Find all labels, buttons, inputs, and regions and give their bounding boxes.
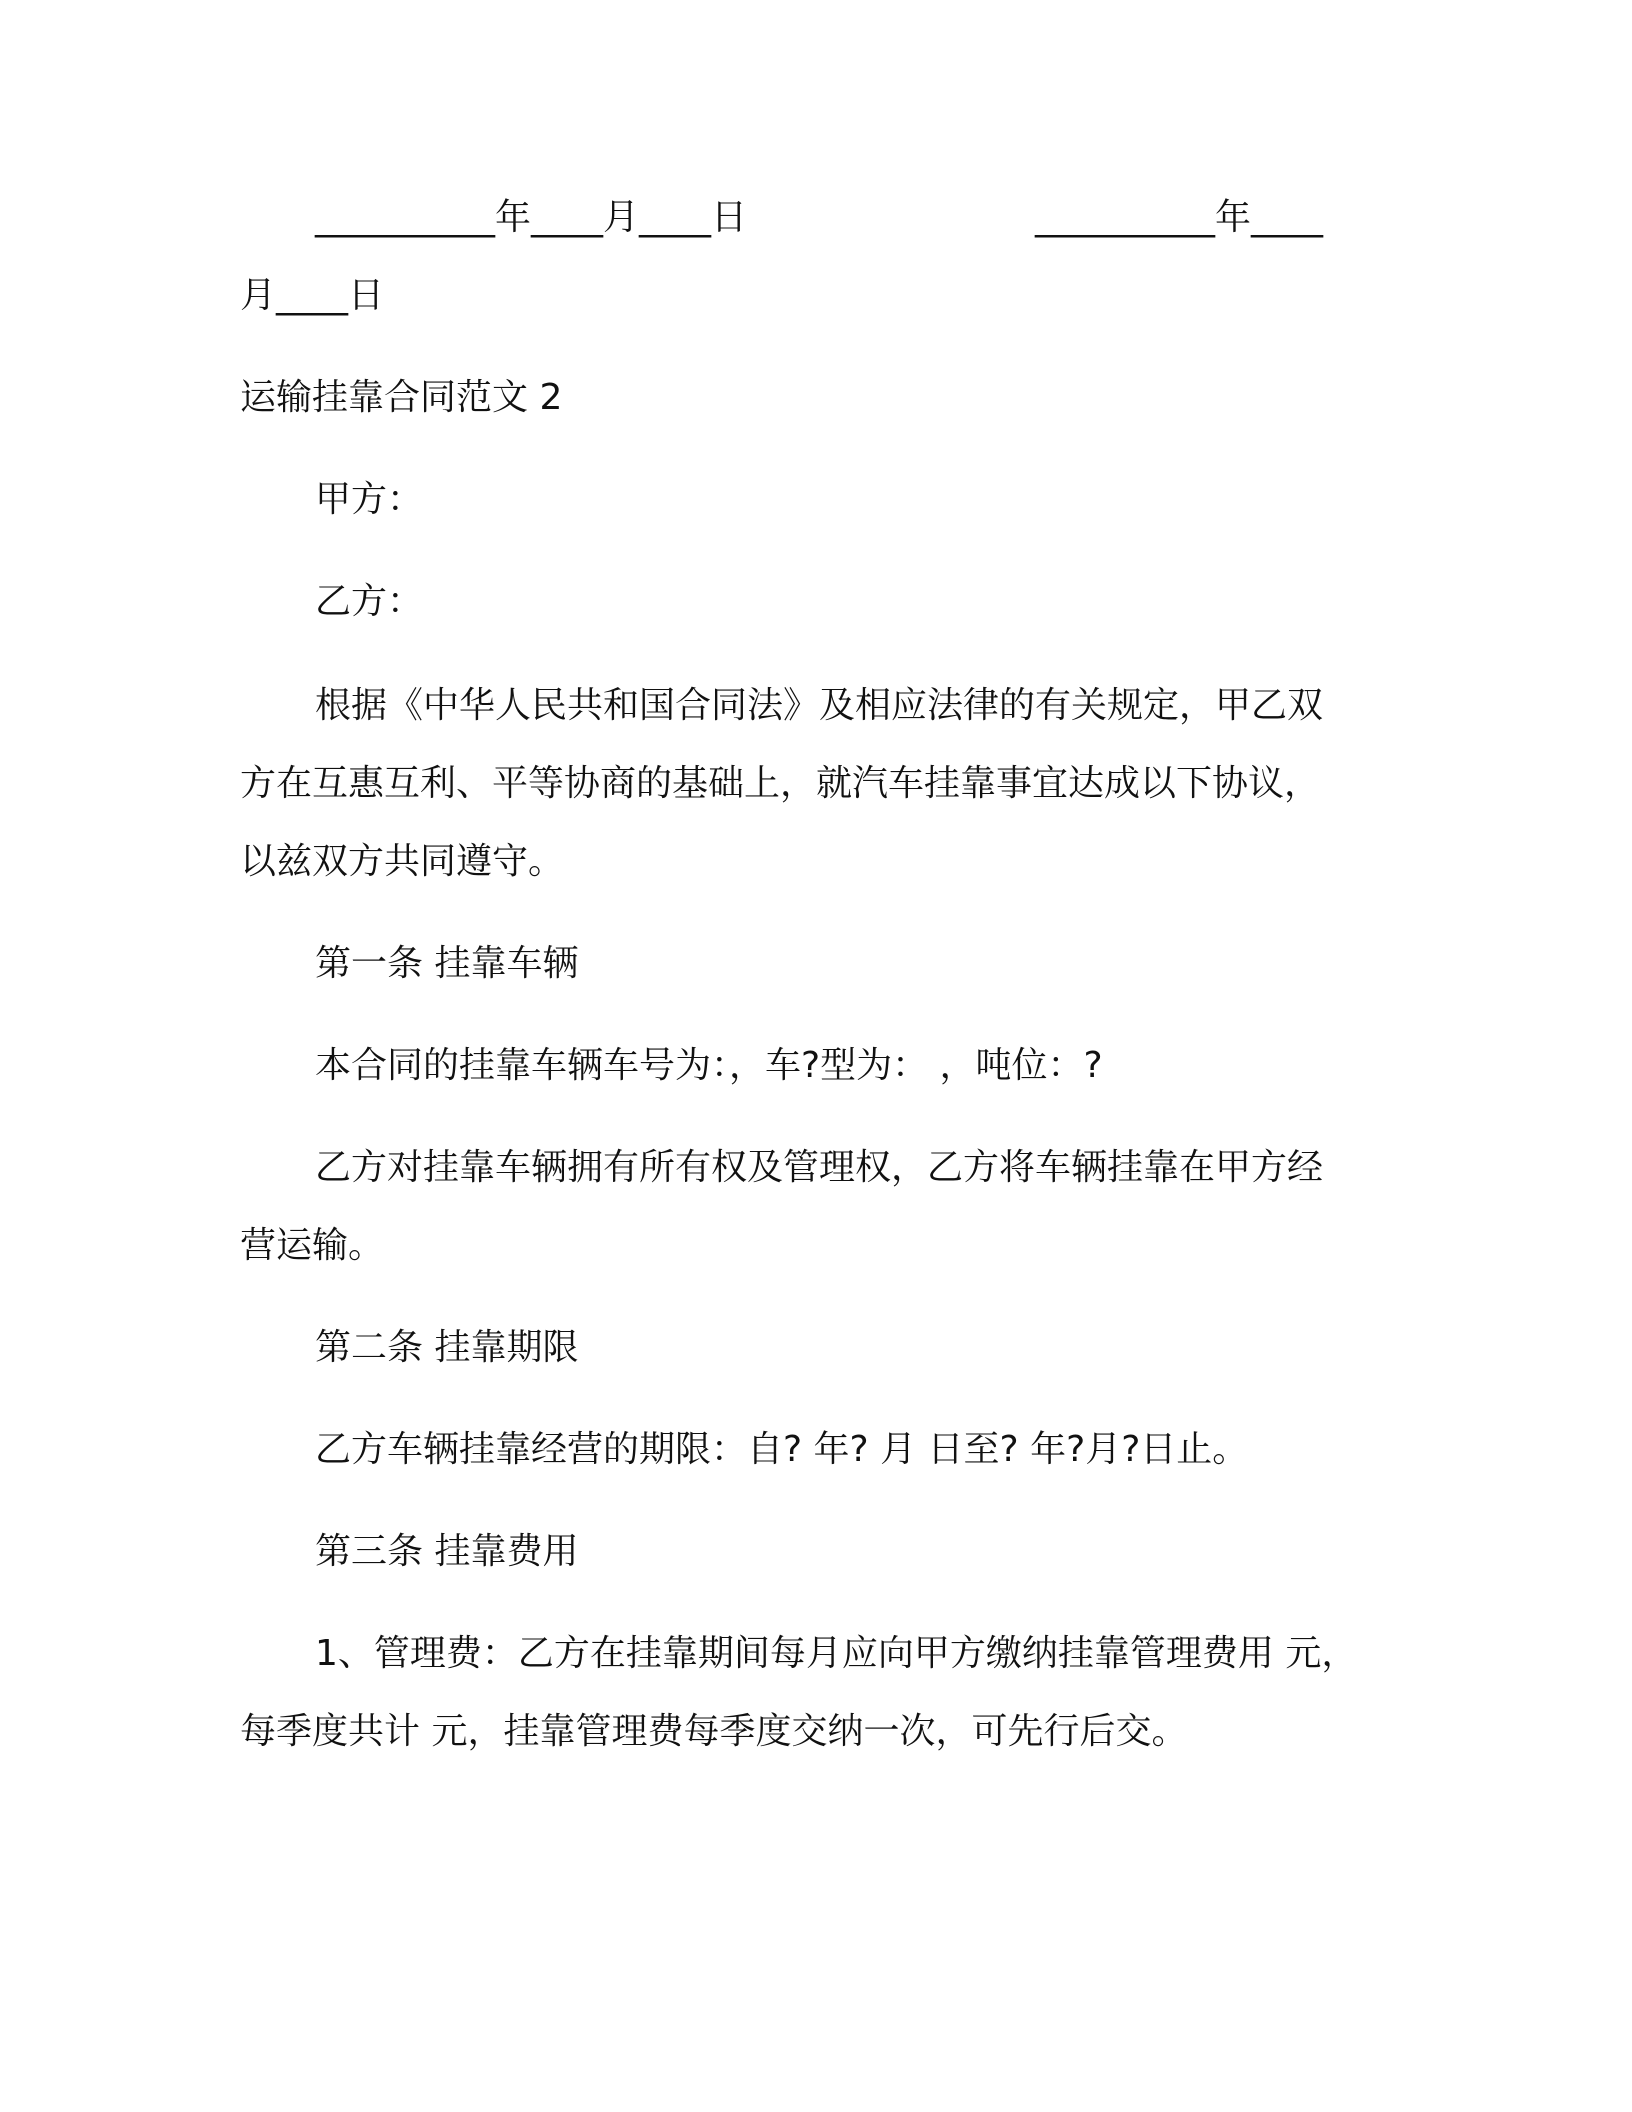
paragraph-line: 根据《中华人民共和国合同法》及相应法律的有关规定，甲乙双 [315, 685, 1324, 726]
article-heading: 第一条 挂靠车辆 [315, 943, 579, 984]
party-b: 乙方： [315, 581, 424, 622]
paragraph-line: 方在互惠互利、平等协商的基础上，就汽车挂靠事宜达成以下协议， [240, 763, 1321, 804]
paragraph-line: 1、管理费：乙方在挂靠期间每月应向甲方缴纳挂靠管理费用 元， [315, 1633, 1358, 1674]
paragraph-line: 以兹双方共同遵守。 [240, 841, 565, 882]
paragraph-line: 营运输。 [240, 1225, 385, 1266]
section-title: 运输挂靠合同范文 2 [240, 377, 563, 418]
article-heading: 第二条 挂靠期限 [315, 1327, 579, 1368]
signature-date-right: __________年____ [1035, 197, 1323, 238]
paragraph-line: 乙方对挂靠车辆拥有所有权及管理权，乙方将车辆挂靠在甲方经 [315, 1147, 1324, 1188]
signature-date-right-cont: 月____日 [240, 275, 385, 316]
party-a: 甲方： [315, 479, 424, 520]
paragraph-line: 本合同的挂靠车辆车号为：，车?型为： ，吨位：? [315, 1045, 1103, 1086]
paragraph-line: 乙方车辆挂靠经营的期限：自? 年? 月 日至? 年?月?日止。 [315, 1429, 1249, 1470]
signature-date-left: __________年____月____日 [315, 197, 747, 238]
article-heading: 第三条 挂靠费用 [315, 1531, 579, 1572]
paragraph-line: 每季度共计 元，挂靠管理费每季度交纳一次，可先行后交。 [240, 1711, 1188, 1752]
